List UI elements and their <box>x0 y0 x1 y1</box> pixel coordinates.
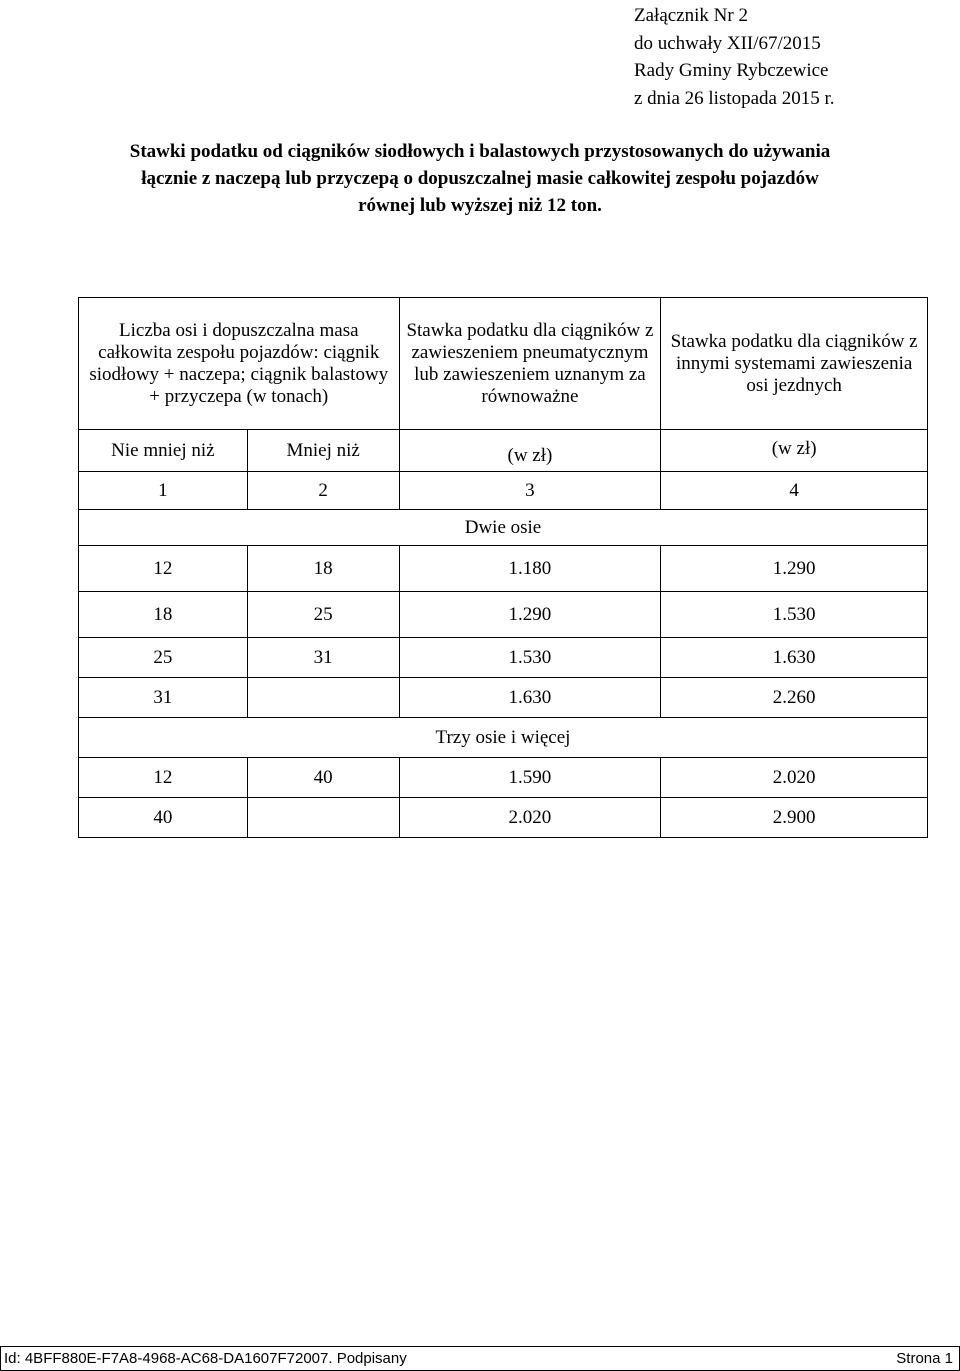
cell-to <box>247 798 399 838</box>
cell-to: 31 <box>247 638 399 678</box>
table-row <box>79 638 928 678</box>
cell-from: 18 <box>79 592 248 638</box>
title-line: łącznie z naczepą lub przyczepą o dopuszczalnej masie całkowitej zespołu pojazdów <box>141 168 819 189</box>
column-number: 2 <box>247 472 399 510</box>
group-row-two-axles <box>79 510 928 546</box>
cell-pneumatic: 1.290 <box>399 592 661 638</box>
cell-from: 25 <box>79 638 248 678</box>
group-row-three-axles <box>79 718 928 758</box>
table-row <box>79 546 928 592</box>
cell-to: 40 <box>247 758 399 798</box>
table-header-row <box>79 298 928 430</box>
attachment-reference <box>634 2 835 112</box>
cell-pneumatic: 2.020 <box>399 798 661 838</box>
column-number-row <box>79 472 928 510</box>
cell-pneumatic: 1.630 <box>399 678 661 718</box>
document-title <box>60 138 900 219</box>
group-label: Dwie osie <box>79 510 928 546</box>
cell-other: 2.260 <box>661 678 928 718</box>
attachment-line: Rady Gminy Rybczewice <box>634 60 829 81</box>
table-row <box>79 592 928 638</box>
table-subheader-row <box>79 430 928 472</box>
column-number: 4 <box>661 472 928 510</box>
table-row <box>79 678 928 718</box>
cell-other: 1.630 <box>661 638 928 678</box>
cell-from: 12 <box>79 758 248 798</box>
table-row <box>79 758 928 798</box>
subheader-not-less: Nie mniej niż <box>79 430 248 472</box>
attachment-line: z dnia 26 listopada 2015 r. <box>634 87 835 109</box>
table-row <box>79 798 928 838</box>
cell-from: 12 <box>79 546 248 592</box>
page-footer <box>0 1346 960 1371</box>
document-id: Id: 4BFF880E-F7A8-4968-AC68-DA1607F72007. Podpisany <box>4 1350 407 1367</box>
cell-from: 40 <box>79 798 248 838</box>
subheader-unit-other: (w zł) <box>661 430 928 472</box>
column-number: 1 <box>79 472 248 510</box>
cell-other: 1.290 <box>661 546 928 592</box>
cell-to: 18 <box>247 546 399 592</box>
title-line: Stawki podatku od ciągników siodłowych i balastowych przystosowanych do używania <box>129 141 831 162</box>
cell-other: 1.530 <box>661 592 928 638</box>
title-line: równej lub wyższej niż 12 ton. <box>358 195 602 216</box>
tax-rates-table <box>78 297 928 838</box>
cell-pneumatic: 1.590 <box>399 758 661 798</box>
cell-other: 2.900 <box>661 798 928 838</box>
attachment-line: Załącznik Nr 2 <box>634 5 748 26</box>
subheader-unit-pneumatic: (w zł) <box>399 430 661 472</box>
cell-other: 2.020 <box>661 758 928 798</box>
header-mass: Liczba osi i dopuszczalna masa całkowita zespołu pojazdów: ciągnik siodłowy + naczepa; ciągnik balastowy + przyczepa (w tonach) <box>79 298 400 430</box>
header-pneumatic-rate: Stawka podatku dla ciągników z zawieszeniem pneumatycznym lub zawieszeniem uznanym za równoważne <box>399 298 661 430</box>
page-number: Strona 1 <box>896 1350 953 1367</box>
subheader-less: Mniej niż <box>247 430 399 472</box>
cell-pneumatic: 1.530 <box>399 638 661 678</box>
cell-from: 31 <box>79 678 248 718</box>
attachment-line: do uchwały XII/67/2015 <box>634 32 821 54</box>
cell-to: 25 <box>247 592 399 638</box>
cell-to <box>247 678 399 718</box>
cell-pneumatic: 1.180 <box>399 546 661 592</box>
header-other-rate: Stawka podatku dla ciągników z innymi systemami zawieszenia osi jezdnych <box>661 298 928 430</box>
column-number: 3 <box>399 472 661 510</box>
group-label: Trzy osie i więcej <box>79 718 928 758</box>
